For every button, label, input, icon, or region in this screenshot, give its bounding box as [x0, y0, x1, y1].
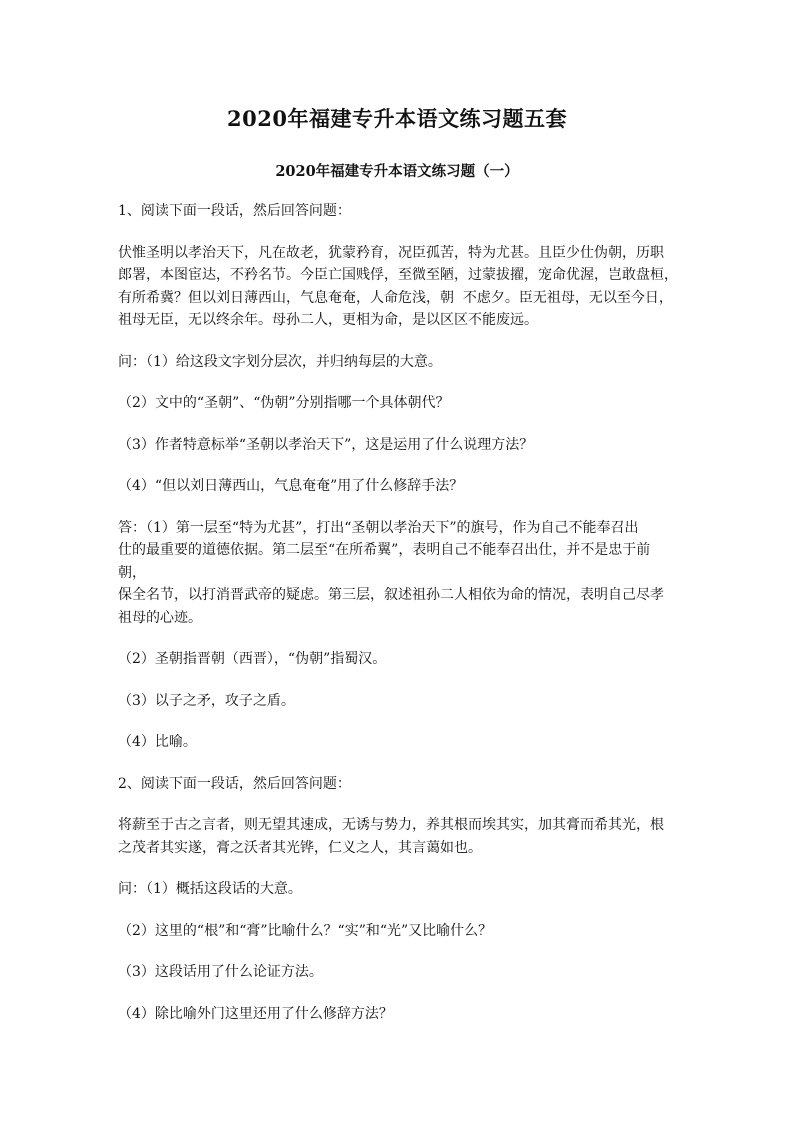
answer-1-part-2: （2）圣朝指晋朝（西晋），“伪朝”指蜀汉。 [118, 651, 387, 667]
question-1-part-1: 问：（1）给这段文字划分层次，并归纳每层的大意。 [118, 353, 442, 370]
answer-1-part-3: （3）以子之矛，攻子之盾。 [118, 692, 295, 709]
answer-1-part-4: （4）比喻。 [118, 734, 197, 750]
section-title: 2020年福建专升本语文练习题（一） [275, 163, 519, 180]
passage-1: 伏惟圣明以孝治天下，凡在故老，犹蒙矜育，况臣孤苦，特为尤甚。且臣少仕伪朝，历职 郎署，本图宦达，不矜名节。今臣亡国贱俘，至微至陋，过蒙拔擢，宠命优渥，岂敢盘桓， 有所希冀？但以刘日薄西山，气息奄奄，人命危浅，朝 不虑夕。臣无祖母，无以至今日， 祖母无臣，无以终余年。母孙二人，更相为命，是以区区不能废远。 [118, 244, 678, 328]
question-2-part-2: （2）这里的“根”和“膏”比喻什么？“实”和“光”又比喻什么？ [118, 922, 493, 939]
question-2-prompt: 2、阅读下面一段话，然后回答问题： [118, 775, 351, 792]
question-1-part-4: （4）“但以刘日薄西山，气息奄奄”用了什么修辞手法？ [118, 478, 464, 494]
document-body [118, 200, 678, 1044]
question-2-part-1: 问：（1）概括这段话的大意。 [118, 881, 302, 897]
question-2-part-4: （4）除比喻外门这里还用了什么修辞方法？ [118, 1005, 393, 1022]
question-2-part-3: （3）这段话用了什么论证方法。 [118, 964, 323, 980]
question-1-part-3: （3）作者特意标举“圣朝以孝治天下”，这是运用了什么说理方法？ [118, 436, 534, 453]
document-title: 2020年福建专升本语文练习题五套 [227, 106, 567, 131]
question-1-prompt: 1、阅读下面一段话，然后回答问题： [118, 203, 351, 219]
answer-1-part-1: 答：（1）第一层至“特为尤甚”，打出“圣朝以孝治天下”的旗号，作为自己不能奉召出 仕的最重要的道德依据。第二层至“在所希翼”，表明自己不能奉召出仕，并不是忠于前朝， 保全名节，以打消晋武帝的疑虑。第三层，叙述祖孙二人相依为命的情况，表明自己尽孝 祖母的心迹。 [118, 519, 664, 626]
question-1-part-2: （2）文中的“圣朝”、“伪朝”分别指哪一个具体朝代？ [118, 395, 450, 411]
passage-2: 将薪至于古之言者，则无望其速成，无诱与势力，养其根而埃其实，加其膏而希其光，根 之茂者其实遂，膏之沃者其光铧，仁义之人，其言蔼如也。 [118, 817, 664, 856]
